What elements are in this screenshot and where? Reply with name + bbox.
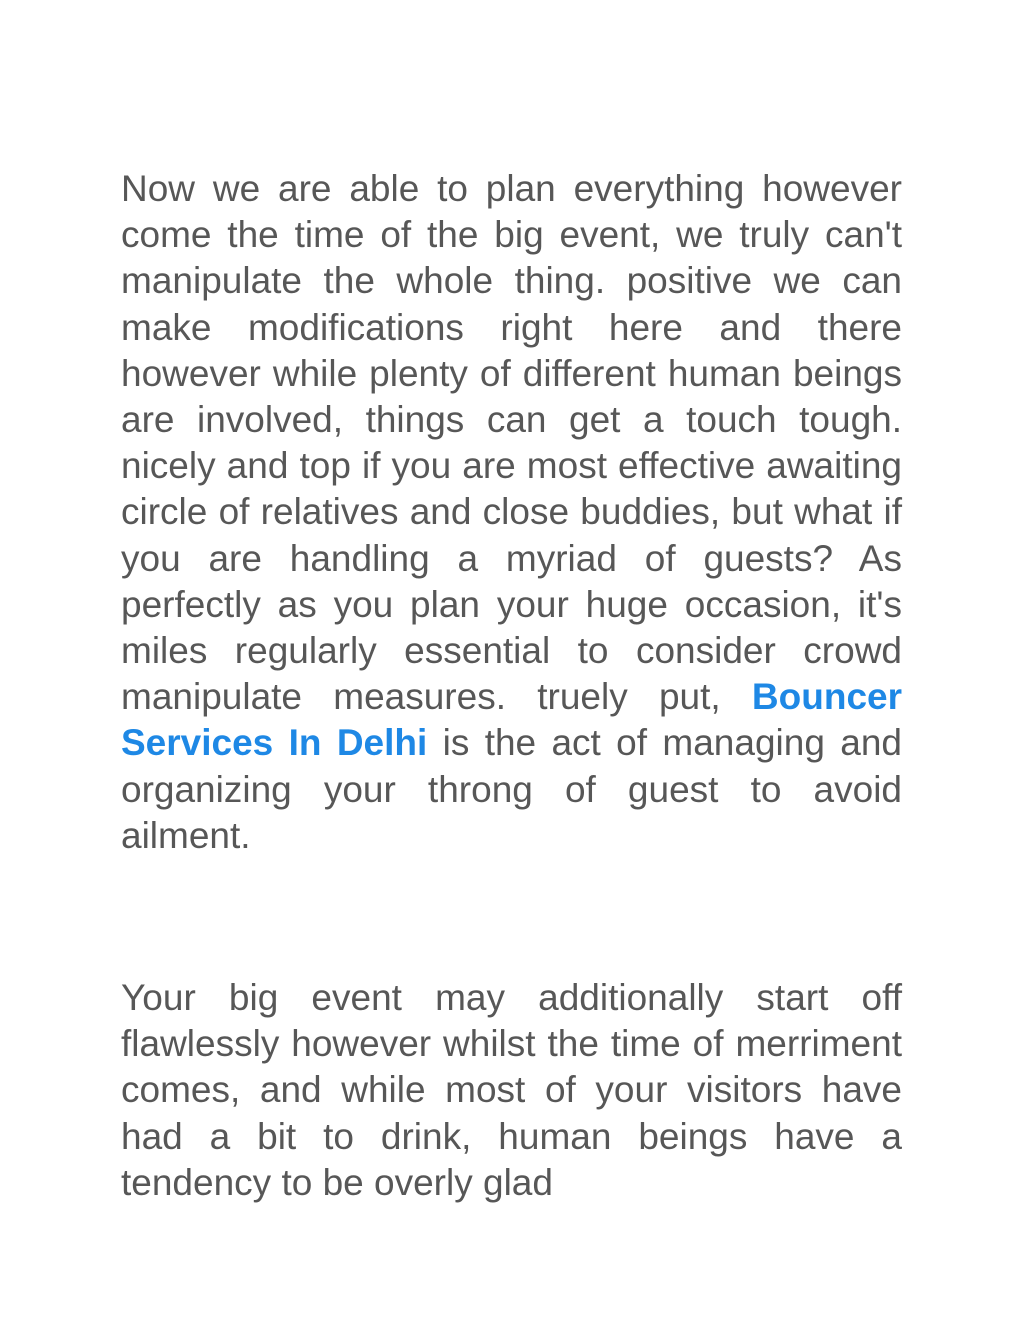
bouncer-services-link[interactable]: Bouncer Services In Delhi: [121, 676, 902, 764]
paragraph-text-before-link: Now we are able to plan everything however come the time of the big event, we truly can't manipulate the whole thing. positive we can make modifications right here and there however while plenty of different human beings are involved, things can get a touch tough. nicely and top if you are most effective awaiting circle of relatives and close buddies, but what if you are handling a myriad of guests? As perfectly as you plan your huge occasion, it's miles regularly essential to consider crowd manipulate measures. truely put,: [121, 168, 902, 718]
paragraph-big-event: [121, 975, 902, 1206]
paragraph-crowd-control: [121, 166, 902, 859]
paragraph-text: Your big event may additionally start off flawlessly however whilst the time of merriment comes, and while most of your visitors have had a bit to drink, human beings have a tendency to be overly glad: [121, 977, 902, 1203]
paragraph-text-after-link: is the act of managing and organizing your throng of guest to avoid ailment.: [121, 722, 902, 856]
